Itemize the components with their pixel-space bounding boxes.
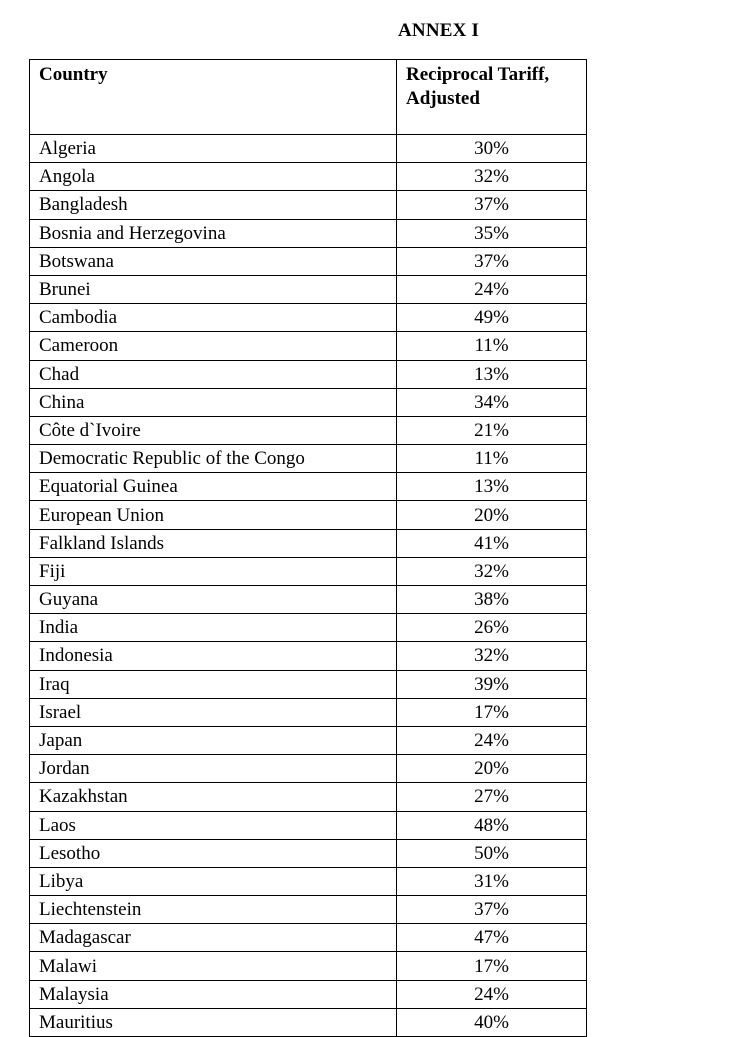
- country-cell: Japan: [30, 726, 397, 754]
- country-cell: Bosnia and Herzegovina: [30, 219, 397, 247]
- tariff-cell: 27%: [397, 783, 587, 811]
- country-cell: India: [30, 614, 397, 642]
- table-row: [30, 304, 587, 332]
- tariff-cell: 31%: [397, 867, 587, 895]
- country-cell: Israel: [30, 698, 397, 726]
- country-cell: Malaysia: [30, 980, 397, 1008]
- table-row: [30, 275, 587, 303]
- tariff-cell: 37%: [397, 191, 587, 219]
- country-cell: Madagascar: [30, 924, 397, 952]
- tariff-cell: 37%: [397, 896, 587, 924]
- tariff-cell: 24%: [397, 980, 587, 1008]
- tariff-cell: 39%: [397, 670, 587, 698]
- table-row: [30, 839, 587, 867]
- table-row: [30, 1008, 587, 1036]
- tariff-cell: 11%: [397, 332, 587, 360]
- tariff-cell: 21%: [397, 416, 587, 444]
- tariff-cell: 32%: [397, 642, 587, 670]
- tariff-cell: 40%: [397, 1008, 587, 1036]
- tariff-table: [29, 59, 587, 1037]
- table-row: [30, 360, 587, 388]
- table-row: [30, 867, 587, 895]
- table-row: [30, 332, 587, 360]
- tariff-cell: 20%: [397, 501, 587, 529]
- country-cell: Guyana: [30, 586, 397, 614]
- table-row: [30, 670, 587, 698]
- country-cell: Bangladesh: [30, 191, 397, 219]
- country-cell: Democratic Republic of the Congo: [30, 445, 397, 473]
- table-body: [30, 135, 587, 1037]
- table-row: [30, 247, 587, 275]
- country-cell: Falkland Islands: [30, 529, 397, 557]
- table-row: [30, 896, 587, 924]
- country-cell: Fiji: [30, 557, 397, 585]
- tariff-cell: 20%: [397, 755, 587, 783]
- tariff-cell: 11%: [397, 445, 587, 473]
- tariff-cell: 41%: [397, 529, 587, 557]
- table-row: [30, 163, 587, 191]
- table-row: [30, 783, 587, 811]
- table-row: [30, 219, 587, 247]
- table-row: [30, 755, 587, 783]
- country-cell: Indonesia: [30, 642, 397, 670]
- annex-title: ANNEX I: [398, 20, 480, 41]
- tariff-cell: 34%: [397, 388, 587, 416]
- country-cell: Mauritius: [30, 1008, 397, 1036]
- country-cell: China: [30, 388, 397, 416]
- tariff-header-line-1: Reciprocal Tariff,: [406, 64, 550, 85]
- country-cell: Liechtenstein: [30, 896, 397, 924]
- table-row: [30, 445, 587, 473]
- table-row: [30, 191, 587, 219]
- country-cell: Brunei: [30, 275, 397, 303]
- tariff-cell: 35%: [397, 219, 587, 247]
- tariff-cell: 17%: [397, 952, 587, 980]
- country-cell: Malawi: [30, 952, 397, 980]
- table-row: [30, 726, 587, 754]
- tariff-cell: 38%: [397, 586, 587, 614]
- table-row: [30, 614, 587, 642]
- table-row: [30, 924, 587, 952]
- header-row: [30, 60, 587, 135]
- country-cell: Angola: [30, 163, 397, 191]
- tariff-cell: 24%: [397, 275, 587, 303]
- country-cell: Botswana: [30, 247, 397, 275]
- tariff-cell: 13%: [397, 360, 587, 388]
- tariff-column-header: [397, 60, 587, 135]
- country-cell: Cambodia: [30, 304, 397, 332]
- tariff-cell: 17%: [397, 698, 587, 726]
- country-cell: Jordan: [30, 755, 397, 783]
- country-cell: Cameroon: [30, 332, 397, 360]
- table-row: [30, 557, 587, 585]
- table-row: [30, 980, 587, 1008]
- table-row: [30, 135, 587, 163]
- tariff-cell: 32%: [397, 557, 587, 585]
- country-cell: Laos: [30, 811, 397, 839]
- tariff-cell: 37%: [397, 247, 587, 275]
- table-row: [30, 501, 587, 529]
- country-cell: Iraq: [30, 670, 397, 698]
- tariff-cell: 50%: [397, 839, 587, 867]
- tariff-header-line-2: Adjusted: [406, 88, 480, 109]
- country-cell: European Union: [30, 501, 397, 529]
- country-cell: Equatorial Guinea: [30, 473, 397, 501]
- tariff-cell: 32%: [397, 163, 587, 191]
- table-row: [30, 698, 587, 726]
- tariff-cell: 49%: [397, 304, 587, 332]
- tariff-cell: 24%: [397, 726, 587, 754]
- tariff-cell: 48%: [397, 811, 587, 839]
- table-row: [30, 586, 587, 614]
- country-cell: Algeria: [30, 135, 397, 163]
- table-row: [30, 473, 587, 501]
- tariff-cell: 13%: [397, 473, 587, 501]
- table-row: [30, 416, 587, 444]
- table-row: [30, 642, 587, 670]
- country-cell: Côte d`Ivoire: [30, 416, 397, 444]
- country-cell: Chad: [30, 360, 397, 388]
- tariff-cell: 26%: [397, 614, 587, 642]
- country-cell: Kazakhstan: [30, 783, 397, 811]
- country-cell: Libya: [30, 867, 397, 895]
- country-column-header: Country: [30, 60, 397, 135]
- table-row: [30, 388, 587, 416]
- table-row: [30, 811, 587, 839]
- table-row: [30, 529, 587, 557]
- country-cell: Lesotho: [30, 839, 397, 867]
- table-row: [30, 952, 587, 980]
- tariff-cell: 30%: [397, 135, 587, 163]
- tariff-cell: 47%: [397, 924, 587, 952]
